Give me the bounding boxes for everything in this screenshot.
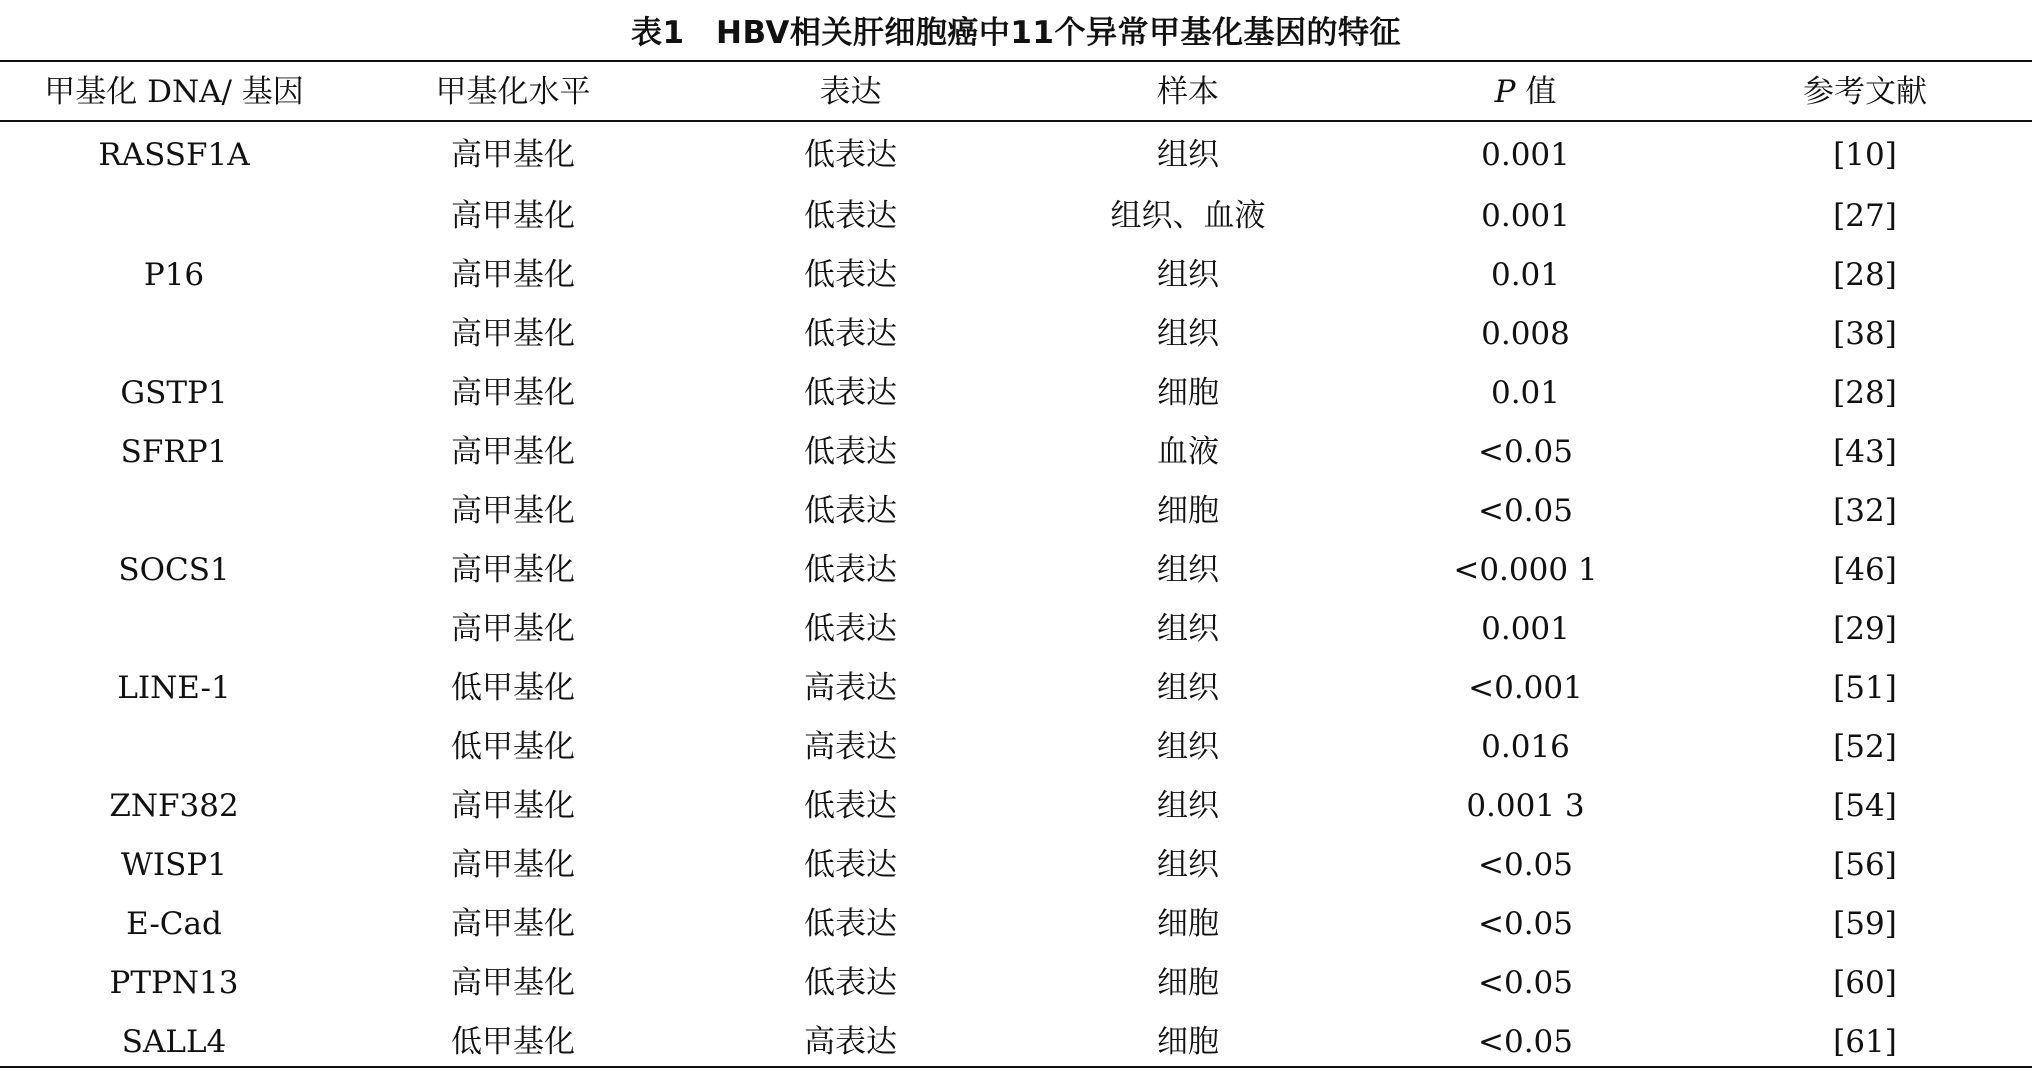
cell-level: 高甲基化 xyxy=(451,493,575,529)
header-p-value xyxy=(1353,63,1698,121)
table-body xyxy=(0,124,2032,1072)
cell-p-value: <0.05 xyxy=(1478,1024,1573,1060)
cell-expression: 高表达 xyxy=(804,1024,897,1060)
cell-level: 高甲基化 xyxy=(451,137,575,173)
cell-p-value: <0.05 xyxy=(1478,434,1573,470)
cell-reference: [60] xyxy=(1833,965,1897,1001)
cell-p-value: <0.001 xyxy=(1468,670,1583,706)
cell-level: 高甲基化 xyxy=(451,375,575,411)
cell-reference: [54] xyxy=(1833,788,1897,824)
table-header xyxy=(0,63,2032,124)
cell-p-value: <0.000 1 xyxy=(1453,552,1598,588)
cell-p-value: <0.05 xyxy=(1478,965,1573,1001)
table-row xyxy=(0,836,2032,895)
cell-sample: 组织、血液 xyxy=(1110,198,1266,234)
cell-gene: SALL4 xyxy=(121,1024,227,1060)
cell-sample: 细胞 xyxy=(1157,1024,1219,1060)
cell-gene xyxy=(0,718,348,777)
header-sample: 样本 xyxy=(1157,74,1219,110)
table-row xyxy=(0,895,2032,954)
cell-gene xyxy=(0,482,348,541)
cell-p-value: <0.05 xyxy=(1478,906,1573,942)
table-row xyxy=(0,423,2032,482)
table-row xyxy=(0,541,2032,600)
cell-sample: 细胞 xyxy=(1157,965,1219,1001)
cell-p-value: 0.016 xyxy=(1481,729,1570,765)
cell-reference: [29] xyxy=(1833,611,1897,647)
cell-reference: [43] xyxy=(1833,434,1897,470)
cell-expression: 低表达 xyxy=(804,552,897,588)
cell-gene xyxy=(0,600,348,659)
cell-expression: 高表达 xyxy=(804,670,897,706)
header-gene: 甲基化 DNA/ 基因 xyxy=(44,74,304,110)
cell-sample: 组织 xyxy=(1157,847,1219,883)
table-row xyxy=(0,1013,2032,1072)
methylation-table xyxy=(0,63,2032,1072)
table-row xyxy=(0,482,2032,541)
cell-p-value: 0.01 xyxy=(1490,375,1561,411)
cell-level: 高甲基化 xyxy=(451,847,575,883)
cell-p-value: 0.001 xyxy=(1481,198,1570,234)
table-row xyxy=(0,954,2032,1013)
header-level: 甲基化水平 xyxy=(435,74,591,110)
cell-level: 高甲基化 xyxy=(451,906,575,942)
cell-level: 高甲基化 xyxy=(451,434,575,470)
cell-reference: [38] xyxy=(1833,316,1897,352)
table-row xyxy=(0,246,2032,305)
cell-expression: 低表达 xyxy=(804,788,897,824)
cell-gene: LINE-1 xyxy=(117,670,231,706)
cell-p-value: <0.05 xyxy=(1478,847,1573,883)
cell-p-value: 0.001 xyxy=(1481,137,1570,173)
cell-reference: [59] xyxy=(1833,906,1897,942)
cell-reference: [28] xyxy=(1833,257,1897,293)
table-row xyxy=(0,364,2032,423)
header-p-italic: P xyxy=(1494,74,1516,110)
top-rule xyxy=(0,60,2032,62)
cell-p-value: 0.001 3 xyxy=(1466,788,1585,824)
cell-reference: [10] xyxy=(1833,137,1897,173)
table-caption: 表1 HBV相关肝细胞癌中11个异常甲基化基因的特征 xyxy=(630,15,1401,51)
cell-reference: [56] xyxy=(1833,847,1897,883)
cell-expression: 高表达 xyxy=(804,729,897,765)
cell-sample: 血液 xyxy=(1157,434,1219,470)
cell-expression: 低表达 xyxy=(804,137,897,173)
header-p-rest: 值 xyxy=(1515,74,1557,110)
table-row xyxy=(0,600,2032,659)
table-row xyxy=(0,187,2032,246)
cell-level: 高甲基化 xyxy=(451,257,575,293)
cell-sample: 组织 xyxy=(1157,611,1219,647)
cell-reference: [46] xyxy=(1833,552,1897,588)
cell-level: 高甲基化 xyxy=(451,316,575,352)
cell-sample: 细胞 xyxy=(1157,493,1219,529)
cell-sample: 组织 xyxy=(1157,788,1219,824)
cell-p-value: 0.01 xyxy=(1490,257,1561,293)
cell-sample: 组织 xyxy=(1157,670,1219,706)
cell-level: 低甲基化 xyxy=(451,729,575,765)
table-row xyxy=(0,305,2032,364)
cell-reference: [32] xyxy=(1833,493,1897,529)
cell-gene: RASSF1A xyxy=(98,137,250,173)
cell-expression: 低表达 xyxy=(804,611,897,647)
cell-expression: 低表达 xyxy=(804,434,897,470)
cell-expression: 低表达 xyxy=(804,493,897,529)
cell-reference: [52] xyxy=(1833,729,1897,765)
cell-reference: [28] xyxy=(1833,375,1897,411)
cell-expression: 低表达 xyxy=(804,847,897,883)
cell-sample: 组织 xyxy=(1157,552,1219,588)
cell-gene: PTPN13 xyxy=(109,965,239,1001)
cell-gene xyxy=(0,187,348,246)
cell-expression: 低表达 xyxy=(804,257,897,293)
cell-gene: E-Cad xyxy=(126,906,222,942)
cell-gene: WISP1 xyxy=(121,847,227,883)
header-expression: 表达 xyxy=(819,74,882,110)
cell-p-value: 0.001 xyxy=(1481,611,1570,647)
cell-expression: 低表达 xyxy=(804,375,897,411)
cell-expression: 低表达 xyxy=(804,316,897,352)
cell-sample: 组织 xyxy=(1157,257,1219,293)
cell-expression: 低表达 xyxy=(804,965,897,1001)
cell-expression: 低表达 xyxy=(804,198,897,234)
cell-level: 低甲基化 xyxy=(451,670,575,706)
cell-gene: ZNF382 xyxy=(109,788,239,824)
cell-sample: 细胞 xyxy=(1157,375,1219,411)
cell-expression: 低表达 xyxy=(804,906,897,942)
cell-level: 高甲基化 xyxy=(451,198,575,234)
cell-p-value: 0.008 xyxy=(1481,316,1570,352)
header-reference: 参考文献 xyxy=(1803,74,1927,110)
cell-reference: [51] xyxy=(1833,670,1897,706)
table-row xyxy=(0,124,2032,187)
cell-gene: GSTP1 xyxy=(120,375,228,411)
table-row xyxy=(0,659,2032,718)
cell-reference: [61] xyxy=(1833,1024,1897,1060)
cell-level: 高甲基化 xyxy=(451,788,575,824)
cell-level: 高甲基化 xyxy=(451,552,575,588)
cell-p-value: <0.05 xyxy=(1478,493,1573,529)
cell-sample: 组织 xyxy=(1157,137,1219,173)
cell-sample: 组织 xyxy=(1157,316,1219,352)
table-row xyxy=(0,718,2032,777)
cell-reference: [27] xyxy=(1833,198,1897,234)
cell-gene: P16 xyxy=(143,257,205,293)
cell-level: 低甲基化 xyxy=(451,1024,575,1060)
cell-gene: SFRP1 xyxy=(120,434,228,470)
cell-sample: 组织 xyxy=(1157,729,1219,765)
cell-gene xyxy=(0,305,348,364)
cell-gene: SOCS1 xyxy=(118,552,230,588)
table-row xyxy=(0,777,2032,836)
cell-sample: 细胞 xyxy=(1157,906,1219,942)
cell-level: 高甲基化 xyxy=(451,611,575,647)
cell-level: 高甲基化 xyxy=(451,965,575,1001)
